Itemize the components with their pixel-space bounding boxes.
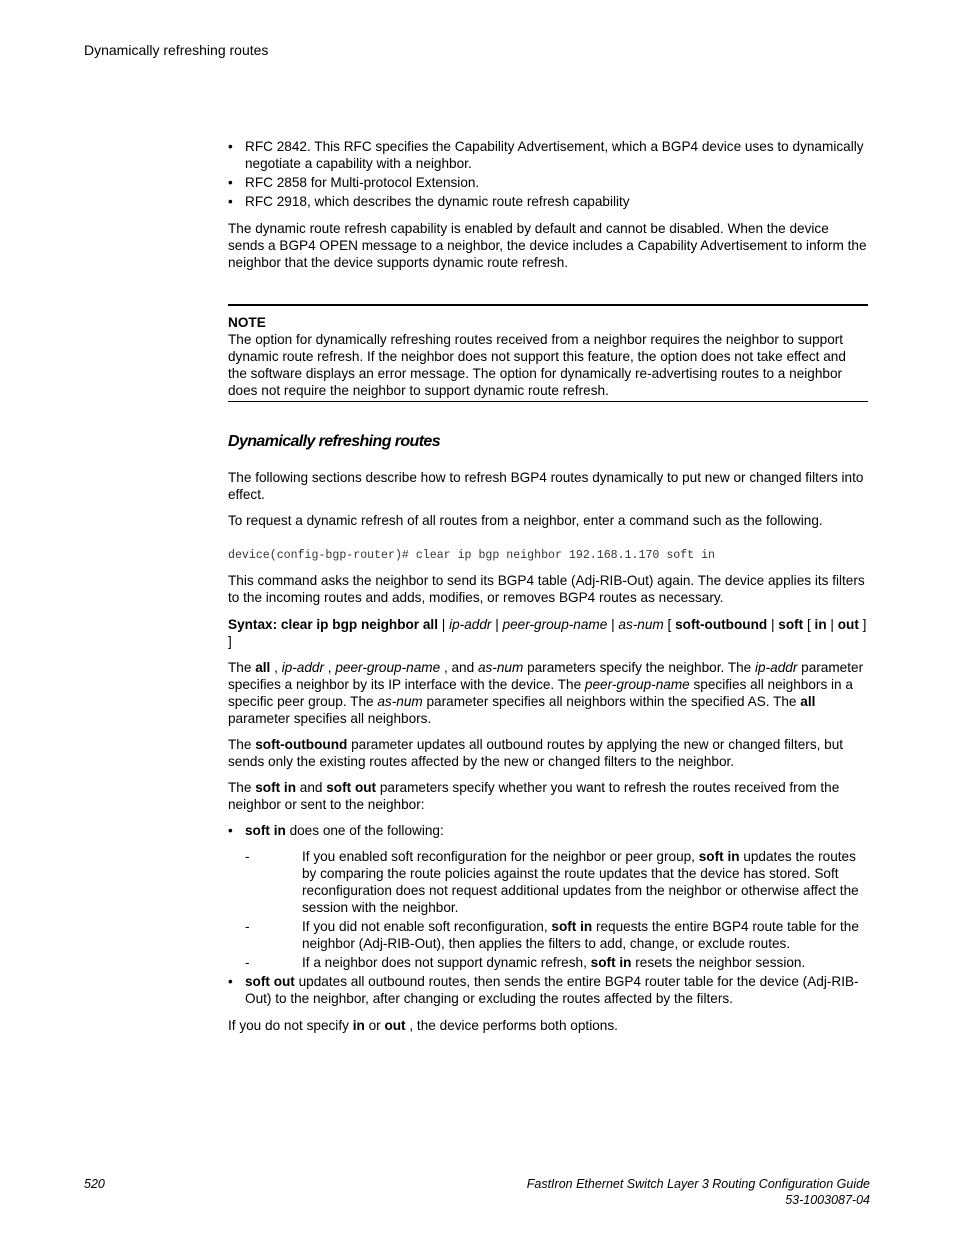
page-content — [228, 138, 868, 1034]
intro-paragraph: The dynamic route refresh capability is enabled by default and cannot be disabled. When the device sends a BGP4 OPEN message to a neighbor, the device includes a Capability Advertisement to inform the neighbor that the device supports dynamic route refresh. — [228, 221, 867, 270]
parameters-paragraph: The all , ip-addr , peer-group-name , and as-num parameters specify the neighbor. The ip-addr parameter specifies a neighbor by its IP interface with the device. The peer-group-name specifies all neighbors in a specific peer group. The as-num parameter specifies all neighbors within the specified AS. The all parameter specifies all neighbors. — [228, 660, 864, 726]
list-item: • soft in does one of the following: - If you enabled soft reconfiguration for the neighbor or peer group, soft in updates the routes by comparing the route policies against the route updates that the device has stored. Soft reconfiguration does not request additional updates from the neighbor or otherwise affect the session with the neighbor. - If you did not enable soft reconfiguration, soft in requests the entire BGP4 route table for the neighbor (Adj-RIB-Out), then applies the filters to add, change, or exclude routes. - If a neighbor does not support dynamic refresh, soft in resets the neighbor session. — [228, 822, 868, 971]
soft-options-list — [228, 822, 868, 1007]
soft-outbound-paragraph: The soft-outbound parameter updates all outbound routes by applying the new or changed filters, but sends only the existing routes affected by the new or changed filters to the neighbor. — [228, 737, 844, 769]
syntax-label: Syntax: clear ip bgp neighbor all — [228, 617, 438, 632]
running-header: Dynamically refreshing routes — [84, 42, 269, 58]
note-heading: NOTE — [228, 315, 266, 330]
soft-in-out-paragraph: The soft in and soft out parameters specify whether you want to refresh the routes received from the neighbor or sent to the neighbor: — [228, 780, 840, 812]
section-paragraph-3: This command asks the neighbor to send its BGP4 table (Adj-RIB-Out) again. The device applies its filters to the incoming routes and adds, modifies, or removes BGP4 routes as necessary. — [228, 573, 865, 605]
list-item: • RFC 2918, which describes the dynamic route refresh capability — [228, 193, 868, 210]
list-item: - If you did not enable soft reconfiguration, soft in requests the entire BGP4 route table for the neighbor (Adj-RIB-Out), then applies the filters to add, change, or exclude routes. — [228, 918, 868, 952]
rfc-list — [228, 138, 868, 210]
note-text: The option for dynamically refreshing routes received from a neighbor requires the neighbor to support dynamic route refresh. If the neighbor does not support this feature, the option does not take effect and the software displays an error message. The option for dynamically re-advertising routes to a neighbor does not require the neighbor to support dynamic route refresh. — [228, 332, 846, 398]
section-title: Dynamically refreshing routes — [228, 433, 441, 450]
list-item: • RFC 2842. This RFC specifies the Capability Advertisement, which a BGP4 device uses to dynamically negotiate a capability with a neighbor. — [228, 138, 868, 172]
footer-doc-info — [527, 1176, 870, 1208]
note-box — [228, 304, 868, 402]
list-item: - If a neighbor does not support dynamic refresh, soft in resets the neighbor session. — [228, 954, 868, 971]
list-item: - If you enabled soft reconfiguration for the neighbor or peer group, soft in updates the routes by comparing the route policies against the route updates that the device has stored. Soft reconfiguration does not request additional updates from the neighbor or otherwise affect the session with the neighbor. — [228, 848, 868, 916]
list-item: • soft out updates all outbound routes, then sends the entire BGP4 router table for the device (Adj-RIB-Out) to the neighbor, after changing or excluding the routes affected by the filters. — [228, 973, 868, 1007]
page-number: 520 — [84, 1177, 105, 1191]
doc-number: 53-1003087-04 — [785, 1193, 870, 1207]
guide-title: FastIron Ethernet Switch Layer 3 Routing Configuration Guide — [526, 1177, 870, 1191]
syntax-line: Syntax: clear ip bgp neighbor all | ip-addr | peer-group-name | as-num [ soft-outbound | soft [ in | out ] ] — [228, 617, 867, 649]
cli-example: device(config-bgp-router)# clear ip bgp neighbor 192.168.1.170 soft in — [228, 549, 716, 562]
final-paragraph: If you do not specify in or out , the device performs both options. — [228, 1018, 618, 1033]
list-item: • RFC 2858 for Multi-protocol Extension. — [228, 174, 868, 191]
section-paragraph-2: To request a dynamic refresh of all routes from a neighbor, enter a command such as the following. — [228, 513, 823, 528]
section-paragraph-1: The following sections describe how to refresh BGP4 routes dynamically to put new or changed filters into effect. — [228, 470, 864, 502]
soft-in-sublist — [228, 848, 868, 971]
